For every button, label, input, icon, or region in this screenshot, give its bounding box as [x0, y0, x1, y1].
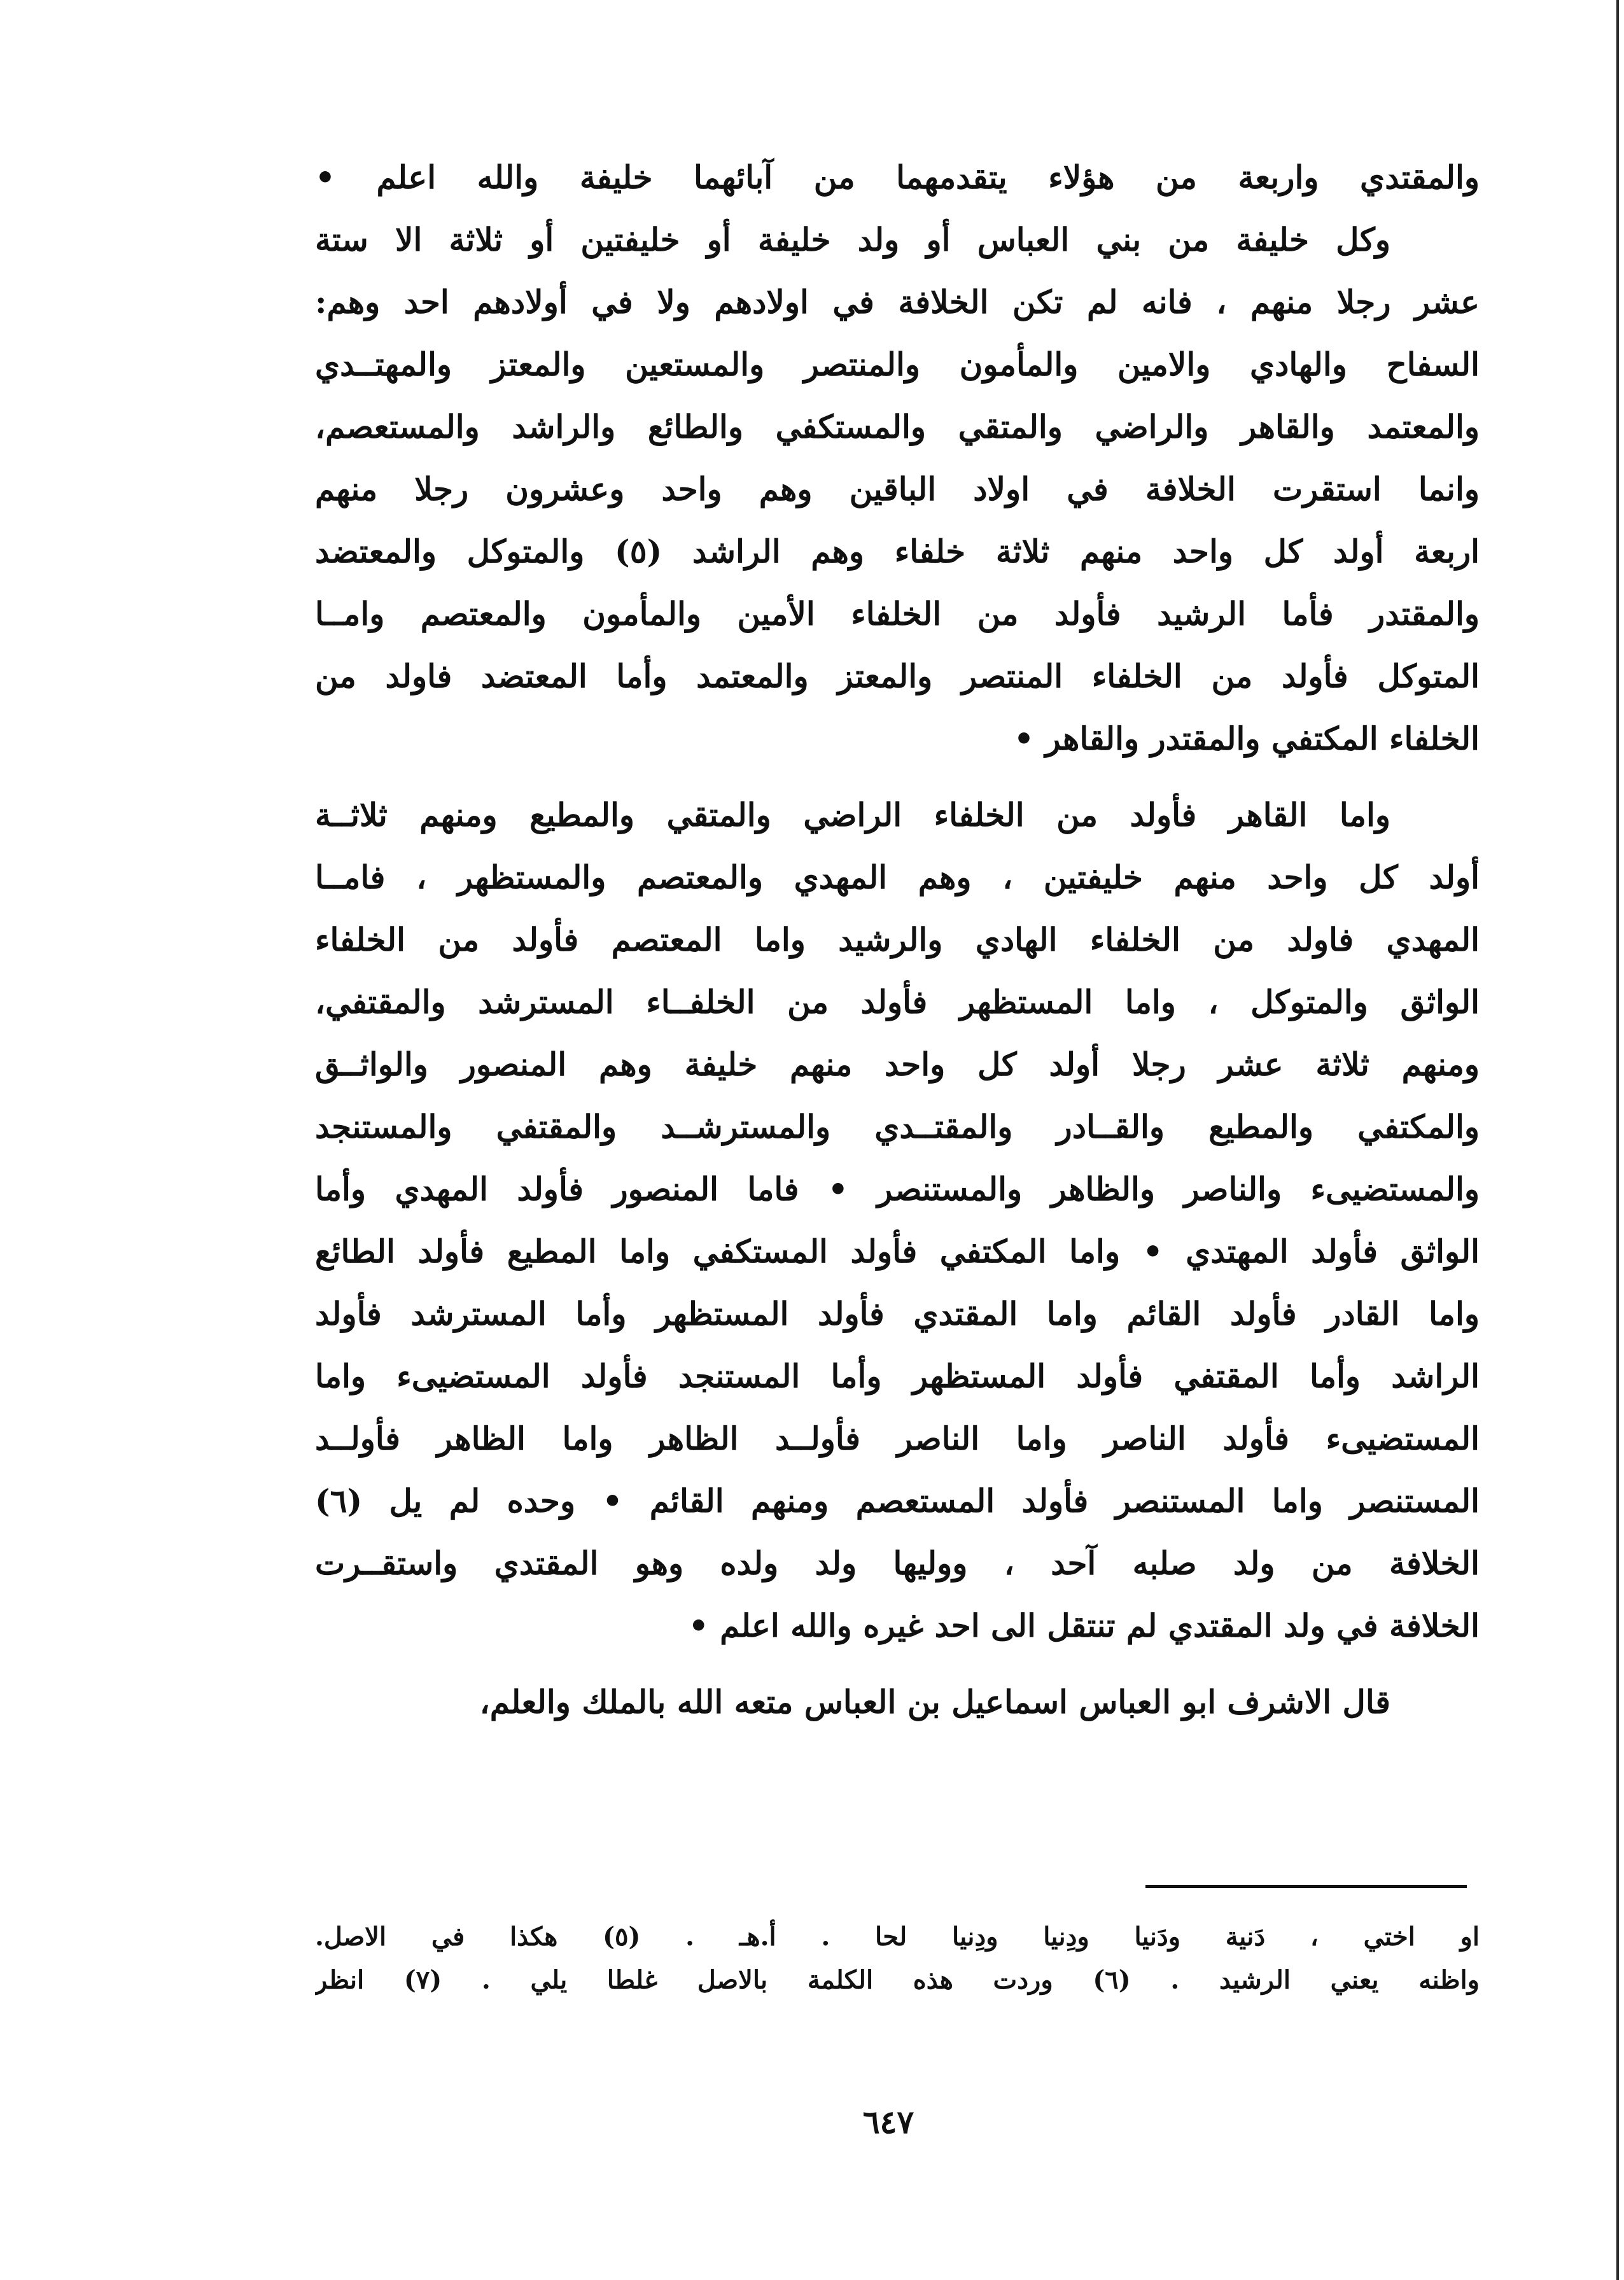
text-line: ومنهم ثلاثة عشر رجلا أولد كل واحد منهم خليفة وهم المنصور والواثــق — [315, 1046, 1480, 1083]
footnote-line: واظنه يعني الرشيد . (٦) وردت هذه الكلمة بالاصل غلطا يلي . (٧) انظر — [315, 1965, 1480, 1995]
text-line: الراشد وأما المقتفي فأولد المستظهر وأما المستنجد فأولد المستضيىء واما — [315, 1357, 1480, 1395]
text-line: الخلفاء المكتفي والمقتدر والقاهر • — [1014, 720, 1480, 757]
text-line: السفاح والهادي والامين والمأمون والمنتصر والمستعين والمعتز والمهتــدي — [315, 346, 1480, 383]
text-line: أولد كل واحد منهم خليفتين ، وهم المهدي والمعتصم والمستظهر ، فامــا — [315, 858, 1480, 896]
text-line: وانما استقرت الخلافة في اولاد الباقين وهم واحد وعشرون رجلا منهم — [315, 470, 1480, 508]
text-line: عشر رجلا منهم ، فانه لم تكن الخلافة في اولادهم ولا في أولادهم احد وهم: — [315, 283, 1480, 321]
text-line: واما القادر فأولد القائم واما المقتدي فأولد المستظهر وأما المسترشد فأولد — [315, 1295, 1480, 1332]
footnote-divider — [1145, 1885, 1467, 1888]
text-line: والمقتدر فأما الرشيد فأولد من الخلفاء الأمين والمأمون والمعتصم وامــا — [315, 595, 1480, 633]
text-line: الواثق والمتوكل ، واما المستظهر فأولد من الخلفــاء المسترشد والمقتفي، — [315, 983, 1480, 1021]
text-line: اربعة أولد كل واحد منهم ثلاثة خلفاء وهم الراشد (٥) والمتوكل والمعتضد — [315, 533, 1480, 570]
text-line: المتوكل فأولد من الخلفاء المنتصر والمعتز والمعتمد وأما المعتضد فاولد من — [315, 657, 1480, 695]
text-line: واما القاهر فأولد من الخلفاء الراضي والمتقي والمطيع ومنهم ثلاثــة — [315, 796, 1390, 834]
main-text — [315, 146, 1480, 1733]
text-line: والمستضيىء والناصر والظاهر والمستنصر • فاما المنصور فأولد المهدي وأما — [315, 1170, 1480, 1208]
text-line: الواثق فأولد المهتدي • واما المكتفي فأولد المستكفي واما المطيع فأولد الطائع — [315, 1233, 1480, 1270]
text-line: المستضيىء فأولد الناصر واما الناصر فأولــد الظاهر واما الظاهر فأولــد — [315, 1420, 1480, 1457]
text-line: الخلافة من ولد صلبه آحد ، ووليها ولد ولده وهو المقتدي واستقــرت — [315, 1544, 1480, 1582]
text-line: قال الاشرف ابو العباس اسماعيل بن العباس متعه الله بالملك والعلم، — [479, 1683, 1390, 1721]
footnote-line: او اختي ، دَنية ودَنيا ودِنيا ودِنيا لحا . أ.هـ . (٥) هكذا في الاصل. — [315, 1922, 1480, 1952]
text-line: الخلافة في ولد المقتدي لم تنتقل الى احد غيره والله اعلم • — [688, 1607, 1480, 1644]
text-line: والمعتمد والقاهر والراضي والمتقي والمستكفي والطائع والراشد والمستعصم، — [315, 408, 1480, 445]
text-line: المستنصر واما المستنصر فأولد المستعصم ومنهم القائم • وحده لم يل (٦) — [315, 1482, 1480, 1520]
page-edge-line — [1616, 0, 1619, 2280]
footnotes — [315, 1915, 1480, 2002]
text-line: والمكتفي والمطيع والقــادر والمقتــدي والمسترشــد والمقتفي والمستنجد — [315, 1108, 1480, 1145]
text-line: وكل خليفة من بني العباس أو ولد خليفة أو خليفتين أو ثلاثة الا ستة — [315, 221, 1390, 258]
page-number: ٦٤٧ — [862, 2103, 914, 2141]
paragraph-gap — [315, 770, 1480, 784]
text-line: والمقتدي واربعة من هؤلاء يتقدمهما من آبائهما خليفة والله اعلم • — [315, 158, 1480, 196]
paragraph-gap — [315, 1657, 1480, 1671]
text-line: المهدي فاولد من الخلفاء الهادي والرشيد واما المعتصم فأولد من الخلفاء — [315, 921, 1480, 958]
